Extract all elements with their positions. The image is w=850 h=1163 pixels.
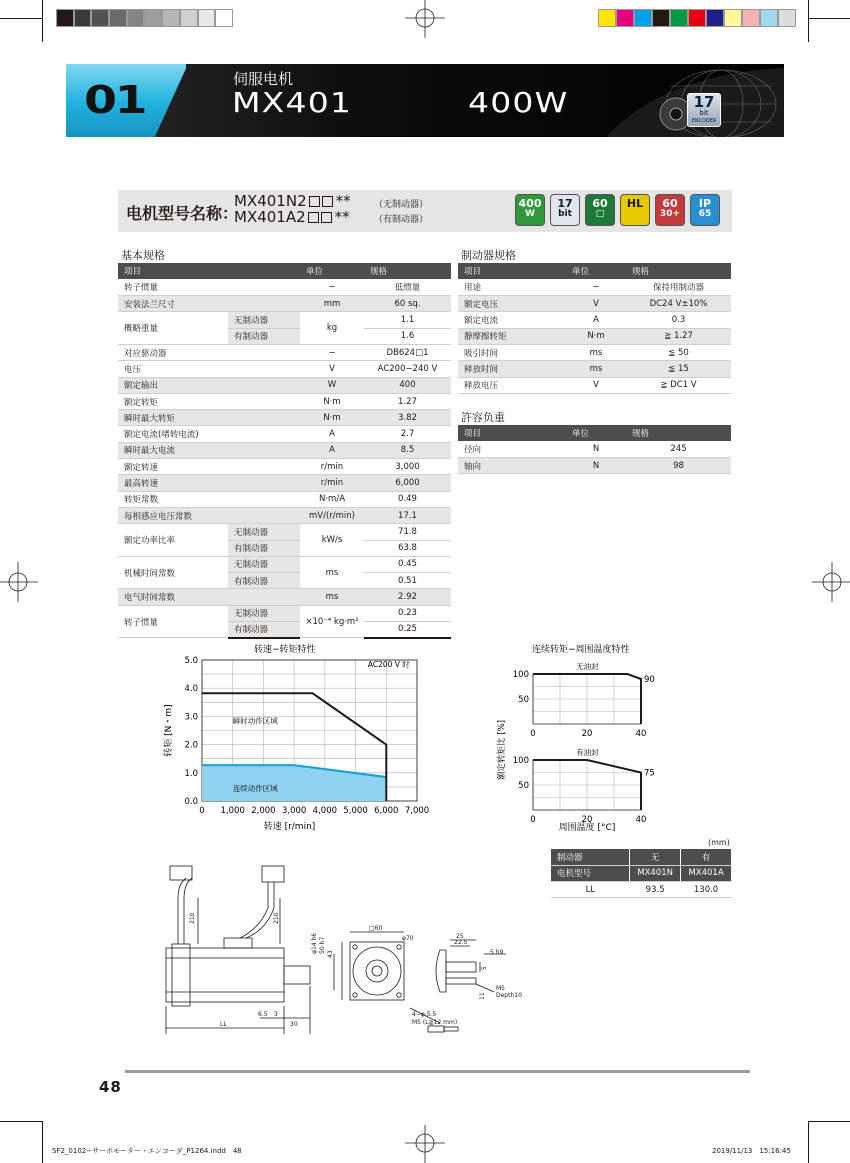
placeholder-box xyxy=(321,212,332,223)
cell-unit: r/min xyxy=(300,475,364,491)
gray-swatch xyxy=(162,9,180,27)
feature-icon xyxy=(655,194,685,226)
model-code: MX401N2 xyxy=(234,192,307,210)
col-header-item: 项目 xyxy=(458,263,566,279)
table-row xyxy=(118,507,451,523)
cell-value: 2.92 xyxy=(364,589,451,605)
cell-subitem: 无制动器 xyxy=(228,556,300,572)
cell-value: ≦ 15 xyxy=(626,361,731,377)
cell-unit: ms xyxy=(300,589,364,605)
chart-title: 转速−转矩特性 xyxy=(254,645,316,655)
load-spec-title: 許容负重 xyxy=(461,411,505,424)
cell-label: 制动器 xyxy=(551,849,630,865)
cell-value: 1.1 xyxy=(364,312,451,328)
x-tick-label: 5,000 xyxy=(343,806,368,816)
feature-icon xyxy=(550,194,580,226)
cell-item: 轴向 xyxy=(458,458,566,474)
model-suffix: ** xyxy=(335,192,351,210)
cell-unit: N·m xyxy=(300,393,364,409)
placeholder-box xyxy=(309,196,320,207)
cell-value: 低惯量 xyxy=(364,279,451,295)
x-tick-label: 4,000 xyxy=(312,806,338,816)
table-row xyxy=(118,475,451,491)
table-row xyxy=(458,458,731,474)
encoder-bit-label: bit xyxy=(699,109,709,117)
cell-subitem: 无制动器 xyxy=(228,524,300,540)
cell-unit: V xyxy=(300,361,364,377)
feature-icon-bottom: bit xyxy=(558,209,572,219)
placeholder-box xyxy=(308,212,319,223)
panel-subtitle: 有油封 xyxy=(576,748,599,757)
product-model: MX401 xyxy=(232,86,353,119)
print-date: 2019/11/13 15:16:45 xyxy=(712,1147,791,1155)
feature-icon-top: 400 xyxy=(518,197,542,210)
cell-item: 最高转速 xyxy=(118,475,300,491)
cell-brake: 有 xyxy=(681,849,732,865)
table-row xyxy=(118,410,451,426)
cell-unit: mm xyxy=(300,296,364,312)
cell-value: AC200−240 V xyxy=(364,361,451,377)
cell-subitem: 有制动器 xyxy=(228,540,300,556)
cell-value: ≦ 50 xyxy=(626,344,731,360)
table-row xyxy=(458,377,731,393)
file-info: SF2_0102−サーボモーター・エンコーダ_P1264.indd 48 xyxy=(52,1147,242,1155)
model-line-a xyxy=(234,208,350,226)
cell-item: 安装法兰尺寸 xyxy=(118,296,300,312)
dim-30: 30 xyxy=(290,1021,298,1028)
encoder-bits: 17 xyxy=(693,93,715,111)
col-header-spec: 规格 xyxy=(626,263,731,279)
gray-swatch xyxy=(144,9,162,27)
cell-subitem: 有制动器 xyxy=(228,573,300,589)
cell-item: 额定输出 xyxy=(118,377,300,393)
model-suffix: ** xyxy=(334,208,350,226)
feature-icon-top: HL xyxy=(626,197,644,210)
cell-item: 电压 xyxy=(118,361,300,377)
table-row xyxy=(118,605,451,621)
cell-brake: MX401A xyxy=(681,865,732,881)
feature-icon xyxy=(585,194,615,226)
cell-subitem: 无制动器 xyxy=(228,605,300,621)
gray-swatch xyxy=(180,9,198,27)
cell-unit: ms xyxy=(300,556,364,589)
table-row xyxy=(458,312,731,328)
x-axis-label: 周围温度 [°C] xyxy=(558,823,616,833)
x-tick-label: 40 xyxy=(635,729,647,739)
table-row xyxy=(118,296,451,312)
encoder-badge xyxy=(687,93,721,127)
y-tick-label: 2.0 xyxy=(184,740,198,751)
cell-item: 径向 xyxy=(458,441,566,457)
x-tick-label: 0 xyxy=(530,729,536,739)
table-row xyxy=(118,279,451,295)
cell-item: 用途 xyxy=(458,279,566,295)
cell-no-brake: 93.5 xyxy=(630,882,681,898)
cell-value: 17.1 xyxy=(364,507,451,523)
cell-item: 概略重量 xyxy=(118,312,228,345)
cable-connector-left xyxy=(170,866,192,880)
table-row xyxy=(118,524,451,540)
cell-unit: A xyxy=(300,442,364,458)
cell-unit: N·m xyxy=(566,328,626,344)
table-row xyxy=(551,882,732,898)
cell-value: 3.82 xyxy=(364,410,451,426)
shaft-end-view xyxy=(436,950,446,992)
model-name-label: 电机型号名称： xyxy=(126,204,239,223)
y-tick-label: 100 xyxy=(512,670,529,680)
cell-unit: N·m/A xyxy=(300,491,364,507)
dim-43: 43 xyxy=(327,950,334,958)
cell-unit: − xyxy=(300,279,364,295)
cell-unit: r/min xyxy=(300,459,364,475)
table-row xyxy=(118,361,451,377)
color-swatch xyxy=(616,9,634,27)
cable-right xyxy=(240,882,268,938)
connector-housing xyxy=(224,938,252,948)
table-row xyxy=(118,442,451,458)
basic-spec-table xyxy=(118,263,451,639)
temperature-chart xyxy=(490,640,680,840)
region-label-instant: 瞬时动作区域 xyxy=(232,716,278,726)
cell-item: 吸引时间 xyxy=(458,344,566,360)
brake-spec-table xyxy=(458,263,731,394)
motor-flange-front xyxy=(350,942,404,1000)
cell-unit: A xyxy=(566,312,626,328)
dim-m5: M5 xyxy=(496,985,505,992)
x-tick-label: 1,000 xyxy=(220,806,245,816)
gray-scale-bar xyxy=(56,9,233,27)
x-tick-label: 0 xyxy=(199,806,205,816)
table-row xyxy=(458,296,731,312)
motor-body-side xyxy=(166,948,284,1002)
table-row xyxy=(551,865,732,881)
table-row xyxy=(118,344,451,360)
cell-value: 8.5 xyxy=(364,442,451,458)
gray-swatch xyxy=(74,9,92,27)
chapter-number: 01 xyxy=(84,78,146,122)
dim-25: 25 xyxy=(456,933,464,940)
gray-swatch xyxy=(109,9,127,27)
col-header-unit: 单位 xyxy=(566,425,626,441)
end-value-label: 90 xyxy=(644,675,655,685)
cell-unit: A xyxy=(300,426,364,442)
dimension-table xyxy=(551,849,732,898)
y-tick-label: 4.0 xyxy=(184,684,198,695)
cell-subitem: 有制动器 xyxy=(228,622,300,638)
cell-item: 转矩常数 xyxy=(118,491,300,507)
placeholder-box xyxy=(322,196,333,207)
load-spec-table xyxy=(458,425,731,474)
color-swatch xyxy=(652,9,670,27)
cell-item: 额定电压 xyxy=(458,296,566,312)
mounting-bolt xyxy=(428,1026,444,1032)
x-tick-label: 6,000 xyxy=(374,806,399,816)
region-label-continuous: 连续动作区域 xyxy=(232,784,278,794)
page-number: 48 xyxy=(99,1078,122,1096)
dim-phi70: φ70 xyxy=(402,935,414,942)
model-code: MX401A2 xyxy=(234,208,306,226)
feature-icon xyxy=(690,194,720,226)
basic-spec-title: 基本规格 xyxy=(121,249,165,262)
color-swatch xyxy=(688,9,706,27)
feature-icon-top: IP xyxy=(698,197,712,210)
cell-value: 0.45 xyxy=(364,556,451,572)
cell-unit: − xyxy=(300,344,364,360)
cell-value: ≧ 1.27 xyxy=(626,328,731,344)
cell-item: 瞬时最大转矩 xyxy=(118,410,300,426)
cell-item: 额定转速 xyxy=(118,459,300,475)
dim-3: 3 xyxy=(274,1011,278,1018)
cell-value: 保持用制动器 xyxy=(626,279,731,295)
table-row xyxy=(118,589,451,605)
feature-icon xyxy=(515,194,545,226)
cell-unit: kW/s xyxy=(300,524,364,557)
cell-no-brake: MX401N xyxy=(630,865,681,881)
dim-phi50: 50 h7 xyxy=(319,936,326,954)
cell-value: ≧ DC1 V xyxy=(626,377,731,393)
cell-item: 额定功率比率 xyxy=(118,524,228,557)
table-row xyxy=(458,361,731,377)
product-power: 400W xyxy=(468,86,569,119)
dim-11: 11 xyxy=(479,992,486,1000)
color-swatch xyxy=(670,9,688,27)
cell-no-brake: 无 xyxy=(630,849,681,865)
table-row xyxy=(118,312,451,328)
cell-value: DB624□1 xyxy=(364,344,451,360)
cell-item: 转子惯量 xyxy=(118,605,228,638)
table-row xyxy=(458,344,731,360)
process-color-bar xyxy=(598,9,796,27)
feature-icon-bottom: 65 xyxy=(698,209,712,219)
cell-value: 60 sq. xyxy=(364,296,451,312)
y-tick-label: 100 xyxy=(512,756,529,766)
cell-item: 转子惯量 xyxy=(118,279,300,295)
table-row xyxy=(458,279,731,295)
dim-phi14: φ14 h6 xyxy=(311,932,318,954)
cell-unit: N xyxy=(566,458,626,474)
cell-value: 2.7 xyxy=(364,426,451,442)
cell-item: 电气时间常数 xyxy=(118,589,300,605)
cell-brake: 130.0 xyxy=(681,882,732,898)
feature-icon-top: 17 xyxy=(557,197,573,210)
gray-swatch xyxy=(56,9,74,27)
dim-cable-length-2: 210 xyxy=(273,912,280,924)
cell-unit: ms xyxy=(566,344,626,360)
y-axis-label: 额定转矩比 [%] xyxy=(497,720,507,780)
table-row xyxy=(118,491,451,507)
model-note-a: （有制动器） xyxy=(374,215,429,225)
gray-swatch xyxy=(127,9,145,27)
unit-note: (mm) xyxy=(708,838,730,847)
x-axis-label: 转速 [r/min] xyxy=(263,822,316,832)
cell-label: 电机型号 xyxy=(551,865,630,881)
feature-icon-top: 60 xyxy=(662,197,678,210)
cell-item: 额定电流(堵转电流) xyxy=(118,426,300,442)
feature-icon-bottom: 30+ xyxy=(659,209,681,219)
cell-subitem: 无制动器 xyxy=(228,312,300,328)
footer-rule xyxy=(125,1070,750,1073)
table-row xyxy=(458,328,731,344)
cell-value: 0.49 xyxy=(364,491,451,507)
dim-ll: LL xyxy=(220,1021,227,1028)
color-swatch xyxy=(706,9,724,27)
brake-spec-title: 制动器规格 xyxy=(461,249,516,262)
dimension-drawing xyxy=(150,858,550,1048)
cell-value: DC24 V±10% xyxy=(626,296,731,312)
cell-value: 98 xyxy=(626,458,731,474)
y-tick-label: 50 xyxy=(518,695,529,705)
cell-item: 对应驱动器 xyxy=(118,344,300,360)
feature-icon xyxy=(620,194,650,226)
cell-subitem: 有制动器 xyxy=(228,328,300,344)
cell-value: 3,000 xyxy=(364,459,451,475)
dim-22-5: 22.5 xyxy=(454,939,468,946)
feature-icon-top: 60 xyxy=(592,197,608,210)
cell-item: 额定电流 xyxy=(458,312,566,328)
cell-value: 1.6 xyxy=(364,328,451,344)
gray-swatch xyxy=(215,9,233,27)
feature-icon-bottom: □ xyxy=(595,209,605,219)
cell-item: 瞬时最大电流 xyxy=(118,442,300,458)
x-tick-label: 20 xyxy=(581,815,593,825)
cell-unit: ×10⁻⁴ kg·m² xyxy=(300,605,364,638)
cell-unit: N xyxy=(566,441,626,457)
y-tick-label: 1.0 xyxy=(184,768,198,779)
cell-value: 63.8 xyxy=(364,540,451,556)
motor-shaft xyxy=(284,966,310,984)
dim-depth: Depth10 xyxy=(496,992,522,999)
table-row xyxy=(118,426,451,442)
y-tick-label: 3.0 xyxy=(184,712,198,723)
x-tick-label: 7,000 xyxy=(404,806,430,816)
cell-value: 0.3 xyxy=(626,312,731,328)
cell-value: 400 xyxy=(364,377,451,393)
color-swatch xyxy=(742,9,760,27)
dim-sq60: □60 xyxy=(369,925,383,932)
flange-circle xyxy=(353,947,401,995)
cell-unit: N·m xyxy=(300,410,364,426)
table-row xyxy=(118,393,451,409)
col-header-unit: 单位 xyxy=(566,263,626,279)
cell-item: 释放电压 xyxy=(458,377,566,393)
cell-unit: − xyxy=(566,279,626,295)
product-category: 伺服电机 xyxy=(233,70,294,88)
cell-value: 1.27 xyxy=(364,393,451,409)
x-tick-label: 3,000 xyxy=(281,806,307,816)
y-tick-label: 5.0 xyxy=(184,656,198,666)
cable-left xyxy=(178,878,186,944)
table-row xyxy=(118,556,451,572)
col-header-spec: 规格 xyxy=(626,425,731,441)
x-tick-label: 2,000 xyxy=(251,806,276,816)
y-axis-label: 转矩 [N・m] xyxy=(164,704,174,757)
cell-item: 每相感应电压常数 xyxy=(118,507,300,523)
color-swatch xyxy=(760,9,778,27)
color-swatch xyxy=(634,9,652,27)
gray-swatch xyxy=(198,9,216,27)
encoder-cap xyxy=(172,944,190,1006)
col-header-item: 项目 xyxy=(118,263,300,279)
encoder-word: ENCODER xyxy=(691,118,717,124)
cell-unit: mV/(r/min) xyxy=(300,507,364,523)
chart-title: 连续转矩−周围温度特性 xyxy=(532,645,630,655)
cell-unit: kg xyxy=(300,312,364,345)
dim-5h9: 5 h9 xyxy=(490,949,504,956)
cell-item: 静摩擦转矩 xyxy=(458,328,566,344)
color-swatch xyxy=(724,9,742,27)
cable-connector-right xyxy=(262,866,284,882)
cell-unit: W xyxy=(300,377,364,393)
continuous-region xyxy=(202,765,386,801)
cell-unit: V xyxy=(566,296,626,312)
gray-swatch xyxy=(91,9,109,27)
speed-torque-chart xyxy=(160,640,440,840)
x-tick-label: 20 xyxy=(581,729,593,739)
table-row xyxy=(458,441,731,457)
col-header-item: 项目 xyxy=(458,425,566,441)
dim-6-5: 6.5 xyxy=(258,1011,268,1018)
col-header-unit: 单位 xyxy=(300,263,364,279)
table-row xyxy=(551,849,732,865)
panel-subtitle: 无油封 xyxy=(576,662,599,671)
model-note-n: （无制动器） xyxy=(374,200,429,210)
cell-item: 额定转矩 xyxy=(118,393,300,409)
y-tick-label: 0.0 xyxy=(184,797,198,807)
dim-5: 5 xyxy=(481,966,488,970)
cell-value: 0.51 xyxy=(364,573,451,589)
x-tick-label: 40 xyxy=(635,815,647,825)
cell-item: 机械时间常数 xyxy=(118,556,228,589)
dim-holes: 4−φ 5.5 xyxy=(412,1011,437,1018)
cell-value: 245 xyxy=(626,441,731,457)
dim-cable-length: 210 xyxy=(189,912,196,924)
cell-value: 6,000 xyxy=(364,475,451,491)
table-row xyxy=(118,459,451,475)
col-header-spec: 规格 xyxy=(364,263,451,279)
chart-annotation: AC200 V 时 xyxy=(367,660,410,670)
cell-value: 71.8 xyxy=(364,524,451,540)
x-tick-label: 0 xyxy=(530,815,536,825)
cell-value: 0.25 xyxy=(364,622,451,638)
cell-item: 释放时间 xyxy=(458,361,566,377)
cell-label: LL xyxy=(551,882,630,898)
dim-bolt: M5 (L≧12 mm) xyxy=(412,1019,458,1026)
table-row xyxy=(118,377,451,393)
cell-unit: V xyxy=(566,377,626,393)
color-swatch xyxy=(778,9,796,27)
feature-icon-bottom: W xyxy=(525,209,535,219)
end-value-label: 75 xyxy=(644,768,655,779)
cell-value: 0.23 xyxy=(364,605,451,621)
color-swatch xyxy=(598,9,616,27)
y-tick-label: 50 xyxy=(518,781,529,791)
cell-unit: ms xyxy=(566,361,626,377)
